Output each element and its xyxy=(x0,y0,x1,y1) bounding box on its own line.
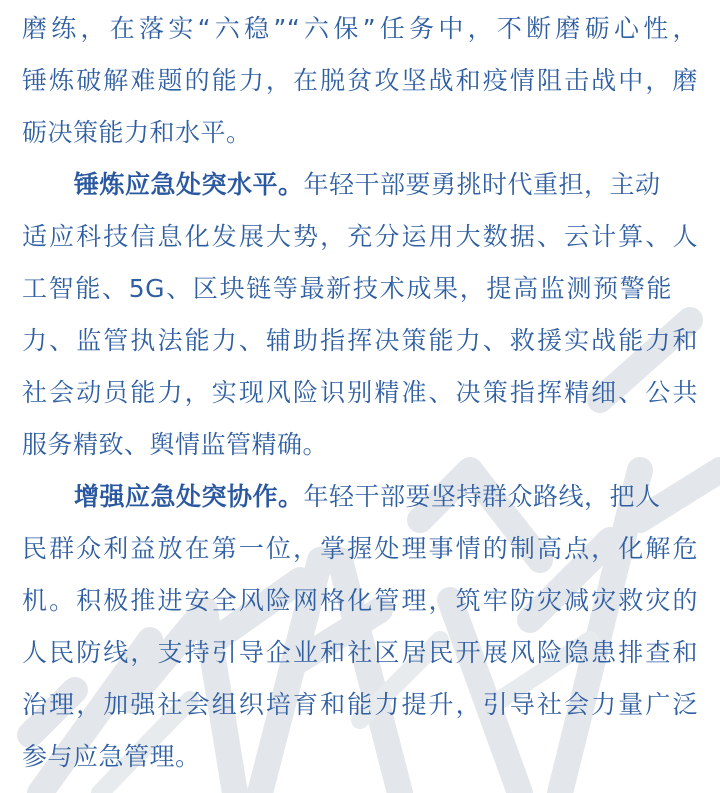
paragraph-3-line-6: 参与应急管理。 xyxy=(22,742,201,771)
paragraph-1-line-1: 磨练，在落实“六稳”“六保”任务中，不断磨砺心性， xyxy=(22,14,698,43)
paragraph-2-line-6: 服务精致、舆情监管精确。 xyxy=(22,430,329,459)
paragraph-3-heading: 增强应急处突协作。 xyxy=(74,482,304,511)
paragraph-1-line-2: 锤炼破解难题的能力，在脱贫攻坚战和疫情阻击战中，磨 xyxy=(22,66,698,95)
paragraph-2-line-1-text: 年轻干部要勇挑时代重担，主动 xyxy=(303,170,661,199)
paragraph-2-line-1 xyxy=(74,165,698,205)
paragraph-3-line-4: 人民防线，支持引导企业和社区居民开展风险隐患排查和 xyxy=(22,638,698,667)
paragraph-2-line-4: 力、监管执法能力、辅助指挥决策能力、救援实战能力和 xyxy=(22,326,698,355)
paragraph-3-line-5: 治理，加强社会组织培育和能力提升，引导社会力量广泛 xyxy=(22,690,698,719)
paragraph-3-line-1 xyxy=(74,477,698,517)
paragraph-2-line-5: 社会动员能力，实现风险识别精准、决策指挥精细、公共 xyxy=(22,378,698,407)
paragraph-2-heading: 锤炼应急处突水平。 xyxy=(74,170,304,199)
paragraph-2-line-2: 适应科技信息化发展大势，充分运用大数据、云计算、人 xyxy=(22,222,698,251)
paragraph-2-line-3: 工智能、5G、区块链等最新技术成果，提高监测预警能 xyxy=(22,274,672,303)
paragraph-3-line-1-text: 年轻干部要坚持群众路线，把人 xyxy=(303,482,661,511)
paragraph-1-line-3: 砺决策能力和水平。 xyxy=(22,118,252,147)
paragraph-3-line-2: 民群众利益放在第一位，掌握处理事情的制高点，化解危 xyxy=(22,534,698,563)
paragraph-3-line-3: 机。积极推进安全风险网格化管理，筑牢防灾减灾救灾的 xyxy=(22,586,698,615)
